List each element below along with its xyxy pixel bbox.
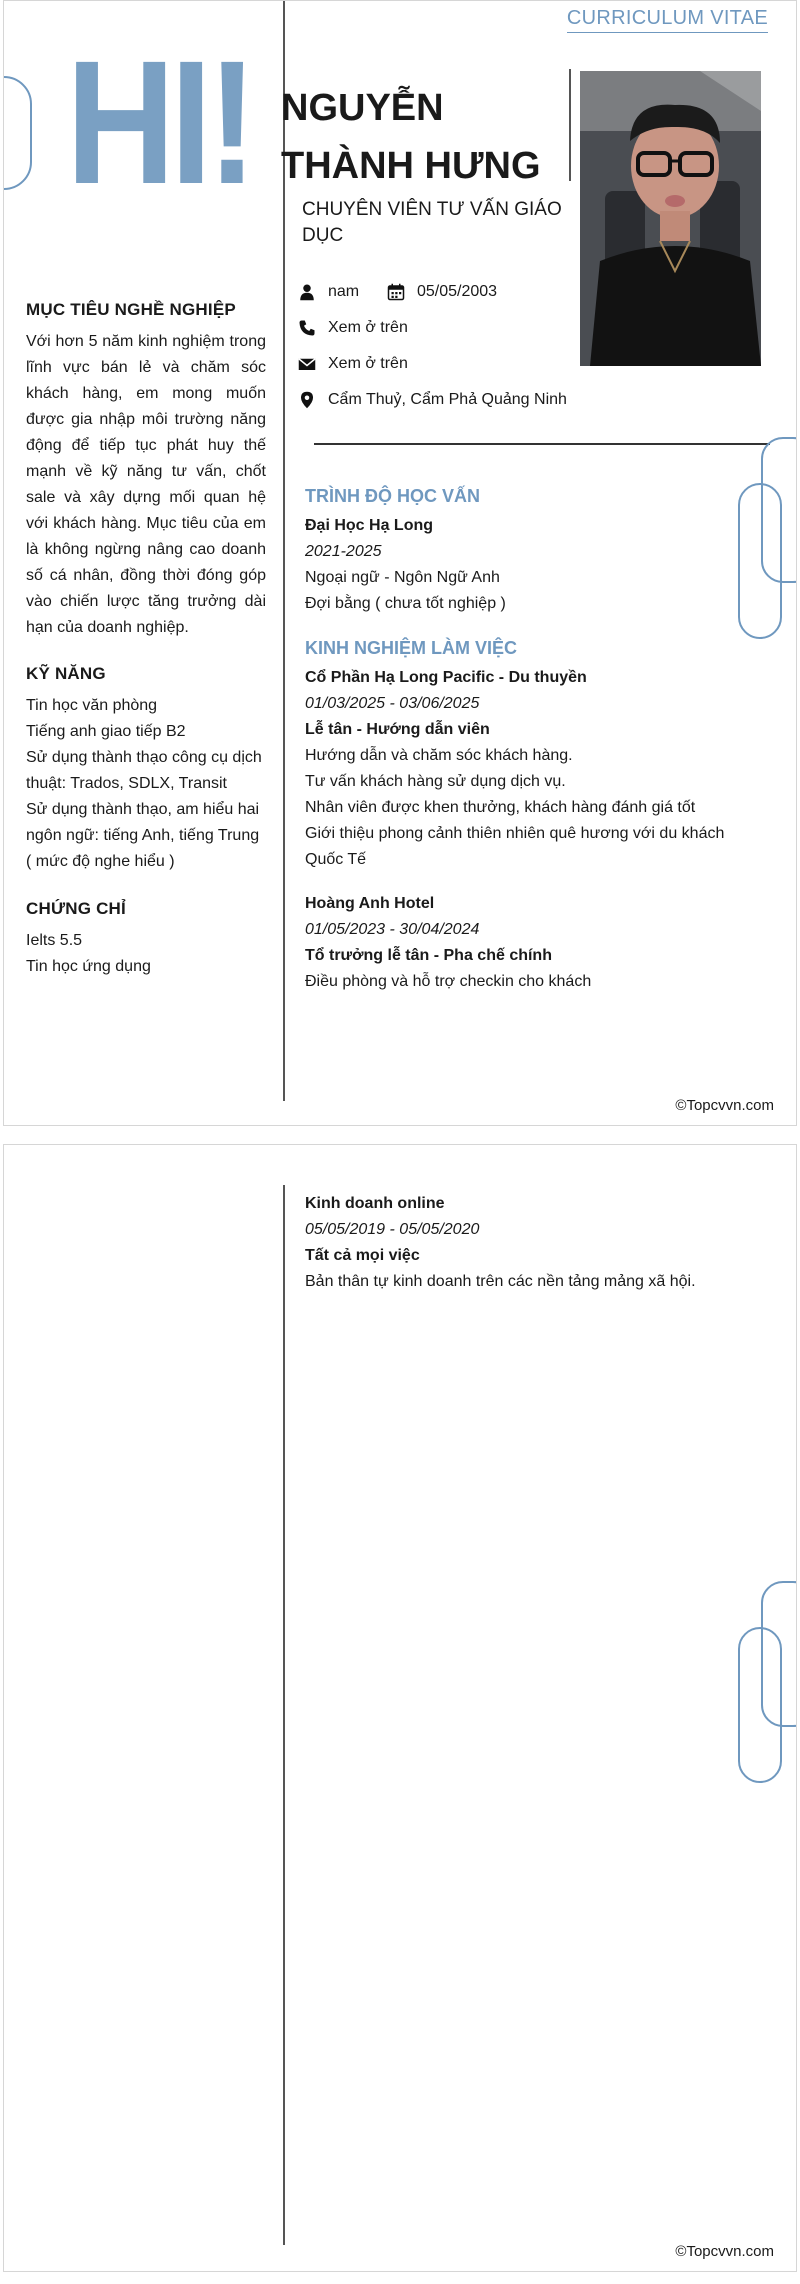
education-period: 2021-2025 bbox=[305, 543, 382, 560]
experience-line: Giới thiệu phong cảnh thiên nhiên quê hương với du khách Quốc Tế bbox=[305, 825, 725, 868]
person-icon bbox=[298, 283, 316, 301]
experience-item bbox=[305, 1191, 745, 1295]
location-pin-icon bbox=[298, 391, 316, 409]
certificate-item: Tin học ứng dụng bbox=[26, 958, 151, 975]
skills-section bbox=[26, 661, 266, 875]
education-major: Ngoại ngữ - Ngôn Ngữ Anh bbox=[305, 569, 500, 586]
cv-page-2 bbox=[3, 1144, 797, 2272]
experience-section bbox=[305, 635, 745, 995]
experience-period: 05/05/2019 - 05/05/2020 bbox=[305, 1221, 480, 1238]
experience-company: Hoàng Anh Hotel bbox=[305, 895, 435, 912]
footer-brand: ©Topcvvn.com bbox=[675, 1097, 774, 1114]
skill-item: Tiếng anh giao tiếp B2 bbox=[26, 723, 186, 740]
certificate-item: Ielts 5.5 bbox=[26, 932, 83, 949]
header-divider bbox=[314, 443, 770, 445]
certificates-section bbox=[26, 896, 266, 980]
experience-line: Hướng dẫn và chăm sóc khách hàng. bbox=[305, 747, 573, 764]
info-gender bbox=[298, 283, 359, 301]
education-school: Đại Học Hạ Long bbox=[305, 517, 434, 534]
column-divider bbox=[283, 1185, 285, 2245]
info-birthdate bbox=[387, 283, 497, 301]
experience-company: Cổ Phần Hạ Long Pacific - Du thuyền bbox=[305, 669, 587, 686]
experience-line: Điều phòng và hỗ trợ checkin cho khách bbox=[305, 973, 592, 990]
name-line-1: NGUYỄN bbox=[281, 87, 444, 129]
phone-value: Xem ở trên bbox=[328, 319, 408, 336]
experience-continued bbox=[305, 1191, 745, 1295]
skill-item: Tin học văn phòng bbox=[26, 697, 158, 714]
experience-role: Tất cả mọi việc bbox=[305, 1247, 420, 1264]
decorative-clip-right-2 bbox=[738, 1627, 782, 1783]
footer-brand: ©Topcvvn.com bbox=[675, 2243, 774, 2260]
profile-photo bbox=[580, 71, 761, 366]
experience-item bbox=[305, 891, 745, 995]
skill-item: Sử dụng thành thạo, am hiểu hai ngôn ngữ: tiếng Anh, tiếng Trung ( mức độ nghe hiểu ) bbox=[26, 801, 260, 870]
experience-line: Bản thân tự kinh doanh trên các nền tảng mảng xã hội. bbox=[305, 1273, 696, 1290]
skills-title: KỸ NĂNG bbox=[26, 664, 106, 683]
experience-role: Tổ trưởng lễ tân - Pha chế chính bbox=[305, 947, 552, 964]
job-title: CHUYÊN VIÊN TƯ VẤN GIÁO DỤC bbox=[302, 199, 562, 246]
objective-section bbox=[26, 297, 266, 641]
address-value: Cẩm Thuỷ, Cẩm Phả Quảng Ninh bbox=[328, 391, 567, 408]
decorative-clip-left bbox=[3, 76, 32, 190]
phone-icon bbox=[298, 319, 316, 337]
gender-value: nam bbox=[328, 283, 360, 300]
experience-item bbox=[305, 665, 745, 873]
experience-line: Tư vấn khách hàng sử dụng dịch vụ. bbox=[305, 773, 566, 790]
experience-line: Nhân viên được khen thưởng, khách hàng đánh giá tốt bbox=[305, 799, 696, 816]
experience-role: Lễ tân - Hướng dẫn viên bbox=[305, 721, 490, 738]
email-value: Xem ở trên bbox=[328, 355, 408, 372]
name-line-2: THÀNH HƯNG bbox=[281, 145, 541, 187]
info-address bbox=[298, 391, 567, 409]
experience-title: KINH NGHIỆM LÀM VIỆC bbox=[305, 638, 518, 658]
info-phone bbox=[298, 319, 408, 337]
education-title: TRÌNH ĐỘ HỌC VẤN bbox=[305, 486, 480, 506]
full-name bbox=[281, 79, 581, 195]
experience-company: Kinh doanh online bbox=[305, 1195, 445, 1212]
info-email bbox=[298, 355, 408, 373]
experience-period: 01/03/2025 - 03/06/2025 bbox=[305, 695, 480, 712]
photo-separator bbox=[569, 69, 571, 181]
skill-item: Sử dụng thành thạo công cụ dịch thuật: Trados, SDLX, Transit bbox=[26, 749, 262, 792]
education-status: Đợi bằng ( chưa tốt nghiệp ) bbox=[305, 595, 506, 612]
spacer bbox=[305, 873, 745, 891]
cv-page-1 bbox=[3, 0, 797, 1126]
objective-title: MỤC TIÊU NGHỀ NGHIỆP bbox=[26, 300, 236, 319]
profile-photo-icon bbox=[580, 71, 761, 366]
experience-period: 01/05/2023 - 30/04/2024 bbox=[305, 921, 480, 938]
certificates-title: CHỨNG CHỈ bbox=[26, 899, 126, 918]
education-section bbox=[305, 483, 745, 617]
greeting-hi: HI! bbox=[66, 25, 253, 221]
objective-text: Với hơn 5 năm kinh nghiệm trong lĩnh vực bán lẻ và chăm sóc khách hàng, em mong muốn được gia nhập môi trường năng động để tiếp tục phát huy thế mạnh về kỹ năng tư vấn, chốt sale và xây dựng mối quan hệ với khách hàng. Mục tiêu của em là không ngừng nâng cao doanh số cá nhân, đồng thời đóng góp vào chiến lược tăng trưởng dài hạn của doanh nghiệp. bbox=[26, 333, 266, 636]
calendar-icon bbox=[387, 283, 405, 301]
cv-label: CURRICULUM VITAE bbox=[567, 7, 768, 33]
mail-icon bbox=[298, 355, 316, 373]
birthdate-value: 05/05/2003 bbox=[417, 283, 498, 300]
